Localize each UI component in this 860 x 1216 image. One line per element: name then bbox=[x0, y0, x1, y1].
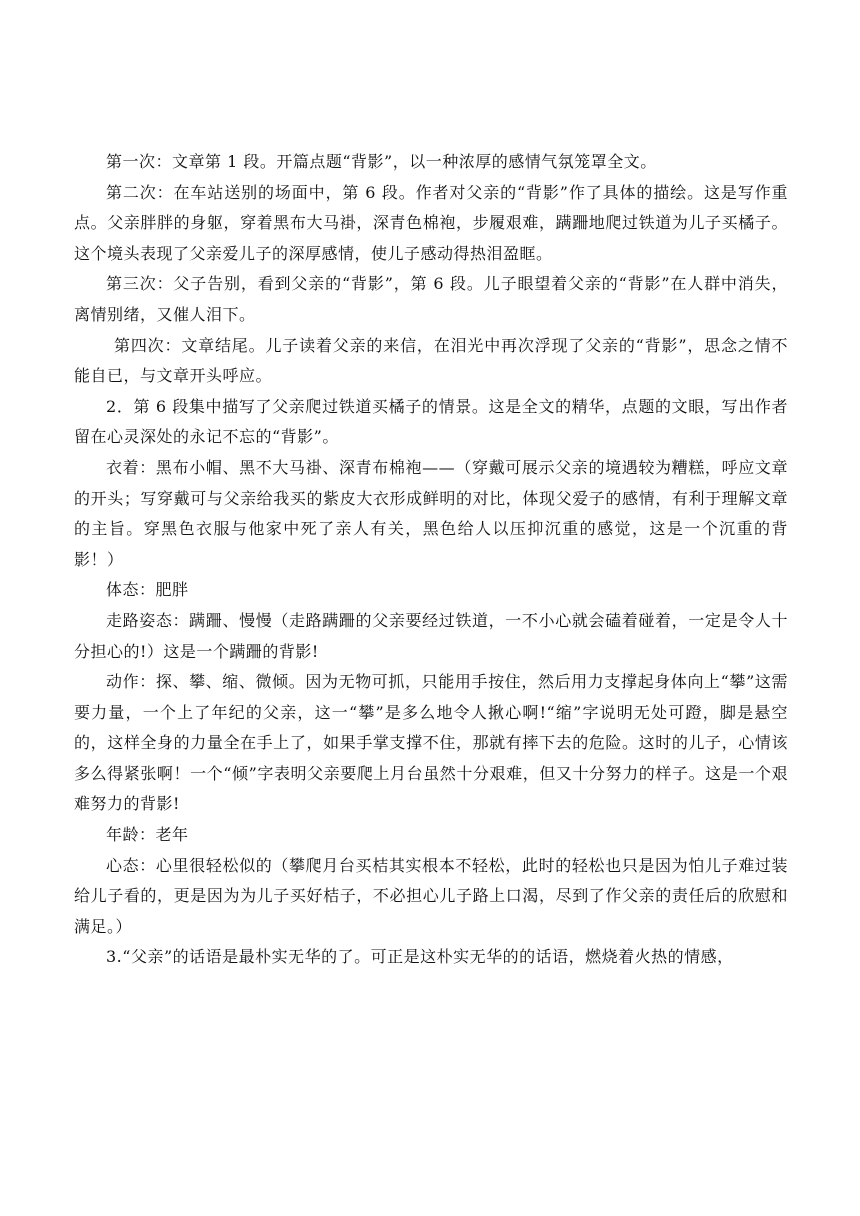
paragraph-mindset: 心态：心里很轻松似的（攀爬月台买桔其实根本不轻松，此时的轻松也只是因为怕儿子难过装给儿子看的，更是因为为儿子买好桔子，不必担心儿子路上口渴，尽到了作父亲的责任后的欣慰和满足。） bbox=[74, 855, 788, 936]
paragraph-walking: 走路姿态：蹒跚、慢慢（走路蹒跚的父亲要经过铁道，一不小心就会磕着碰着，一定是令人十分担心的!）这是一个蹒跚的背影! bbox=[74, 610, 788, 661]
paragraph-third-mention: 第三次：父子告别，看到父亲的“背影”，第 6 段。儿子眼望着父亲的“背影”在人群中消失，离情别绪，又催人泪下。 bbox=[74, 274, 788, 324]
paragraph-actions: 动作：探、攀、缩、微倾。因为无物可抓，只能用手按住，然后用力支撑起身体向上“攀”这需要力量，一个上了年纪的父亲，这一“攀”是多么地令人揪心啊!“缩”字说明无处可蹬，脚是悬空的，这样全身的力量全在手上了，如果手掌支撑不住，那就有摔下去的危险。这时的儿子，心情该多么得紧张啊！一个“倾”字表明父亲要爬上月台虽然十分艰难，但又十分努力的样子。这是一个艰难努力的背影! bbox=[74, 672, 788, 814]
paragraph-posture: 体态：肥胖 bbox=[106, 580, 189, 600]
paragraph-fourth-mention: 第四次：文章结尾。儿子读着父亲的来信，在泪光中再次浮现了父亲的“背影”，思念之情不能自已，与文章开头呼应。 bbox=[74, 335, 788, 386]
paragraph-age: 年龄：老年 bbox=[106, 825, 189, 845]
paragraph-point-2: 2．第 6 段集中描写了父亲爬过铁道买橘子的情景。这是全文的精华，点题的文眼，写出作者留在心灵深处的永记不忘的“背影”。 bbox=[74, 396, 788, 447]
paragraph-clothing: 衣着：黑布小帽、黑不大马褂、深青布棉袍——（穿戴可展示父亲的境遇较为糟糕，呼应文章的开头；写穿戴可与父亲给我买的紫皮大衣形成鲜明的对比，体现父爱子的感情，有利于理解文章的主旨。穿黑色衣服与他家中死了亲人有关，黑色给人以压抑沉重的感觉，这是一个沉重的背影！） bbox=[74, 457, 788, 569]
paragraph-second-mention: 第二次：在车站送别的场面中，第 6 段。作者对父亲的“背影”作了具体的描绘。这是写作重点。父亲胖胖的身躯，穿着黑布大马褂，深青色棉袍，步履艰难，蹒跚地爬过铁道为儿子买橘子。这个境头表现了父亲爱儿子的深厚感情，使儿子感动得热泪盈眶。 bbox=[74, 182, 788, 263]
paragraph-point-3: 3.“父亲”的话语是最朴实无华的了。可正是这朴实无华的的话语，燃烧着火热的情感， bbox=[106, 947, 734, 967]
paragraph-first-mention: 第一次：文章第 1 段。开篇点题“背影”，以一种浓厚的感情气氛笼罩全文。 bbox=[106, 152, 657, 171]
document-body bbox=[74, 147, 788, 973]
